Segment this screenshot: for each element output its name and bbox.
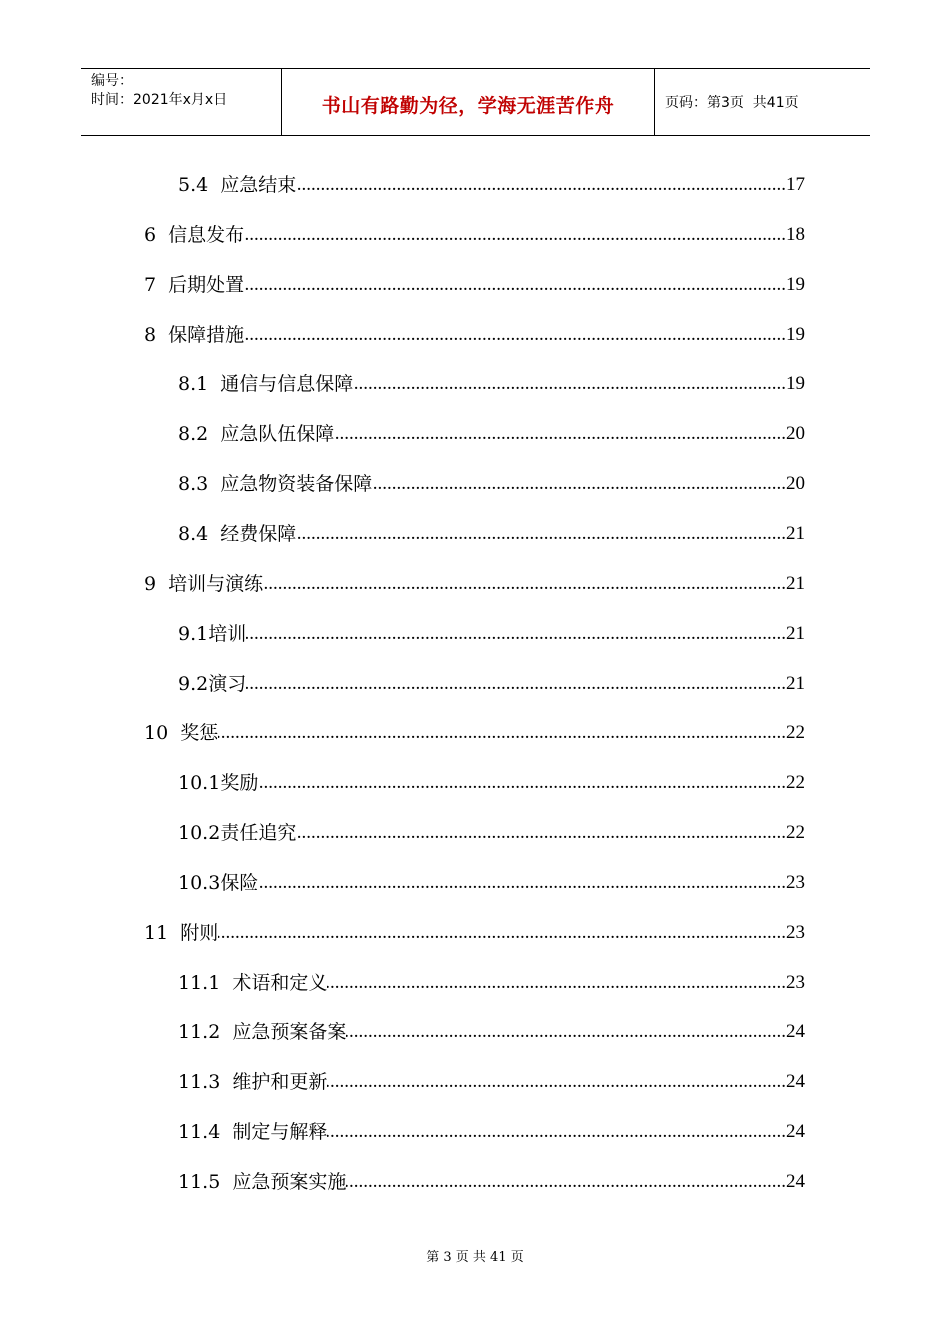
toc-entry-page: 19 [786,323,805,345]
toc-entry-title: 奖惩 [180,722,219,745]
toc-entry-number: 7 [144,273,169,296]
toc-entry-page: 22 [786,772,805,794]
toc-dot-leader [346,1019,786,1045]
header-meta-cell [81,69,282,135]
header-page-cell [655,69,870,135]
toc-entry-number: 8.1 [178,373,221,396]
toc-entry-number: 11.2 [178,1021,233,1044]
toc-entry-page: 24 [786,1171,805,1192]
toc-entry-page: 19 [786,273,805,295]
toc-entry[interactable] [144,268,805,298]
toc-entry-page: 21 [786,622,805,644]
toc-entry[interactable] [178,168,805,198]
toc-entry[interactable] [178,766,805,796]
toc-entry[interactable] [144,567,805,597]
toc-entry-page: 19 [786,373,805,395]
toc-entry[interactable] [178,1015,805,1045]
toc-entry[interactable] [178,667,805,697]
toc-entry[interactable] [178,467,805,497]
toc-dot-leader [327,970,786,996]
toc-entry-title: 奖励 [220,772,259,795]
toc-entry[interactable] [178,417,805,447]
toc-entry-title: 制定与解释 [232,1121,328,1144]
toc-entry-number: 9.1 [178,622,209,645]
toc-entry[interactable] [178,517,805,547]
toc-entry-number: 8.4 [178,522,221,545]
header-motto-cell [282,69,655,135]
toc-entry-number: 10.3 [178,871,221,894]
toc-entry-page: 21 [786,522,805,544]
header-page-info: 页码：第3页 共41页 [665,95,799,111]
toc-entry-title: 应急预案备案 [232,1021,347,1044]
toc-dot-leader [353,371,786,397]
toc-dot-leader [296,820,786,846]
toc-entry-number: 8.3 [178,473,221,496]
header-motto: 书山有路勤为径，学海无涯苦作舟 [321,94,615,117]
toc-dot-leader [258,870,786,896]
toc-entry-number: 11.1 [178,971,233,994]
toc-entry[interactable] [178,1165,805,1195]
toc-entry[interactable] [178,866,805,896]
toc-dot-leader [258,770,786,796]
toc-entry-title: 经费保障 [220,522,297,545]
toc-entry-page: 21 [786,572,805,594]
toc-entry-title: 保障措施 [168,323,245,346]
toc-entry[interactable] [178,367,805,397]
toc-entry-page: 23 [786,921,805,943]
toc-dot-leader [327,1119,786,1145]
toc-entry[interactable] [178,966,805,996]
toc-entry-title: 应急队伍保障 [220,423,335,446]
toc-entry-page: 17 [786,174,805,195]
toc-entry-title: 通信与信息保障 [220,373,354,396]
toc-entry[interactable] [178,816,805,846]
toc-entry-page: 20 [786,473,805,495]
toc-entry-number: 11.3 [178,1071,233,1094]
toc-dot-leader [296,521,786,547]
toc-dot-leader [346,1169,786,1195]
toc-entry-title: 应急结束 [220,174,297,196]
toc-entry-page: 23 [786,971,805,993]
toc-entry-page: 20 [786,423,805,445]
toc-entry[interactable] [178,1115,805,1145]
toc-entry-page: 24 [786,1071,805,1093]
toc-entry-number: 8 [144,323,169,346]
toc-entry-title: 后期处置 [168,273,245,296]
toc-entry-title: 应急物资装备保障 [220,473,373,496]
toc-entry-title: 应急预案实施 [232,1171,347,1193]
toc-entry-title: 术语和定义 [232,971,328,994]
toc-entry-title: 演习 [208,672,247,695]
toc-entry-number: 8.2 [178,423,221,446]
toc-entry-page: 23 [786,871,805,893]
toc-entry-number: 11.4 [178,1121,233,1144]
toc-entry-title: 培训与演练 [168,572,264,595]
toc-entry-page: 18 [786,223,805,245]
toc-entry-page: 21 [786,672,805,694]
toc-dot-leader [218,920,786,946]
toc-dot-leader [372,471,786,497]
toc-entry-number: 9 [144,572,169,595]
toc-entry-number: 10.1 [178,772,221,795]
toc-dot-leader [296,172,786,198]
toc-dot-leader [334,421,786,447]
toc-entry-title: 培训 [208,622,247,645]
toc-entry[interactable] [178,1065,805,1095]
toc-entry[interactable] [144,716,805,746]
toc-entry-page: 22 [786,722,805,744]
toc-dot-leader [244,322,786,348]
toc-entry-title: 责任追究 [220,822,297,845]
toc-entry[interactable] [144,318,805,348]
toc-entry-title: 信息发布 [168,223,245,246]
toc-dot-leader [244,272,786,298]
toc-entry-title: 保险 [220,871,259,894]
toc-entry-number: 5.4 [178,174,221,196]
toc-entry-page: 24 [786,1121,805,1143]
toc-entry-number: 10.2 [178,822,221,845]
toc-dot-leader [263,571,786,597]
toc-entry-page: 24 [786,1021,805,1043]
toc-entry-number: 11 [144,921,181,944]
footer-page-number: 第 3 页 共 41 页 [426,1250,524,1265]
toc-entry[interactable] [178,617,805,647]
toc-entry-title: 维护和更新 [232,1071,328,1094]
toc-entry-number: 6 [144,223,169,246]
toc-entry[interactable] [144,218,805,248]
toc-dot-leader [327,1069,786,1095]
page-footer [0,1246,950,1265]
document-date-label: 时间：2021年x月x日 [91,92,228,108]
page-header [81,68,870,136]
toc-dot-leader [246,671,786,697]
toc-entry-page: 22 [786,822,805,844]
toc-entry-number: 9.2 [178,672,209,695]
toc-dot-leader [246,621,786,647]
document-number-label: 编号： [91,73,133,89]
toc-entry-title: 附则 [180,921,219,944]
toc-dot-leader [244,222,786,248]
toc-entry-number: 10 [144,722,181,745]
toc-dot-leader [218,720,786,746]
toc-entry[interactable] [144,916,805,946]
toc-entry-number: 11.5 [178,1171,233,1193]
